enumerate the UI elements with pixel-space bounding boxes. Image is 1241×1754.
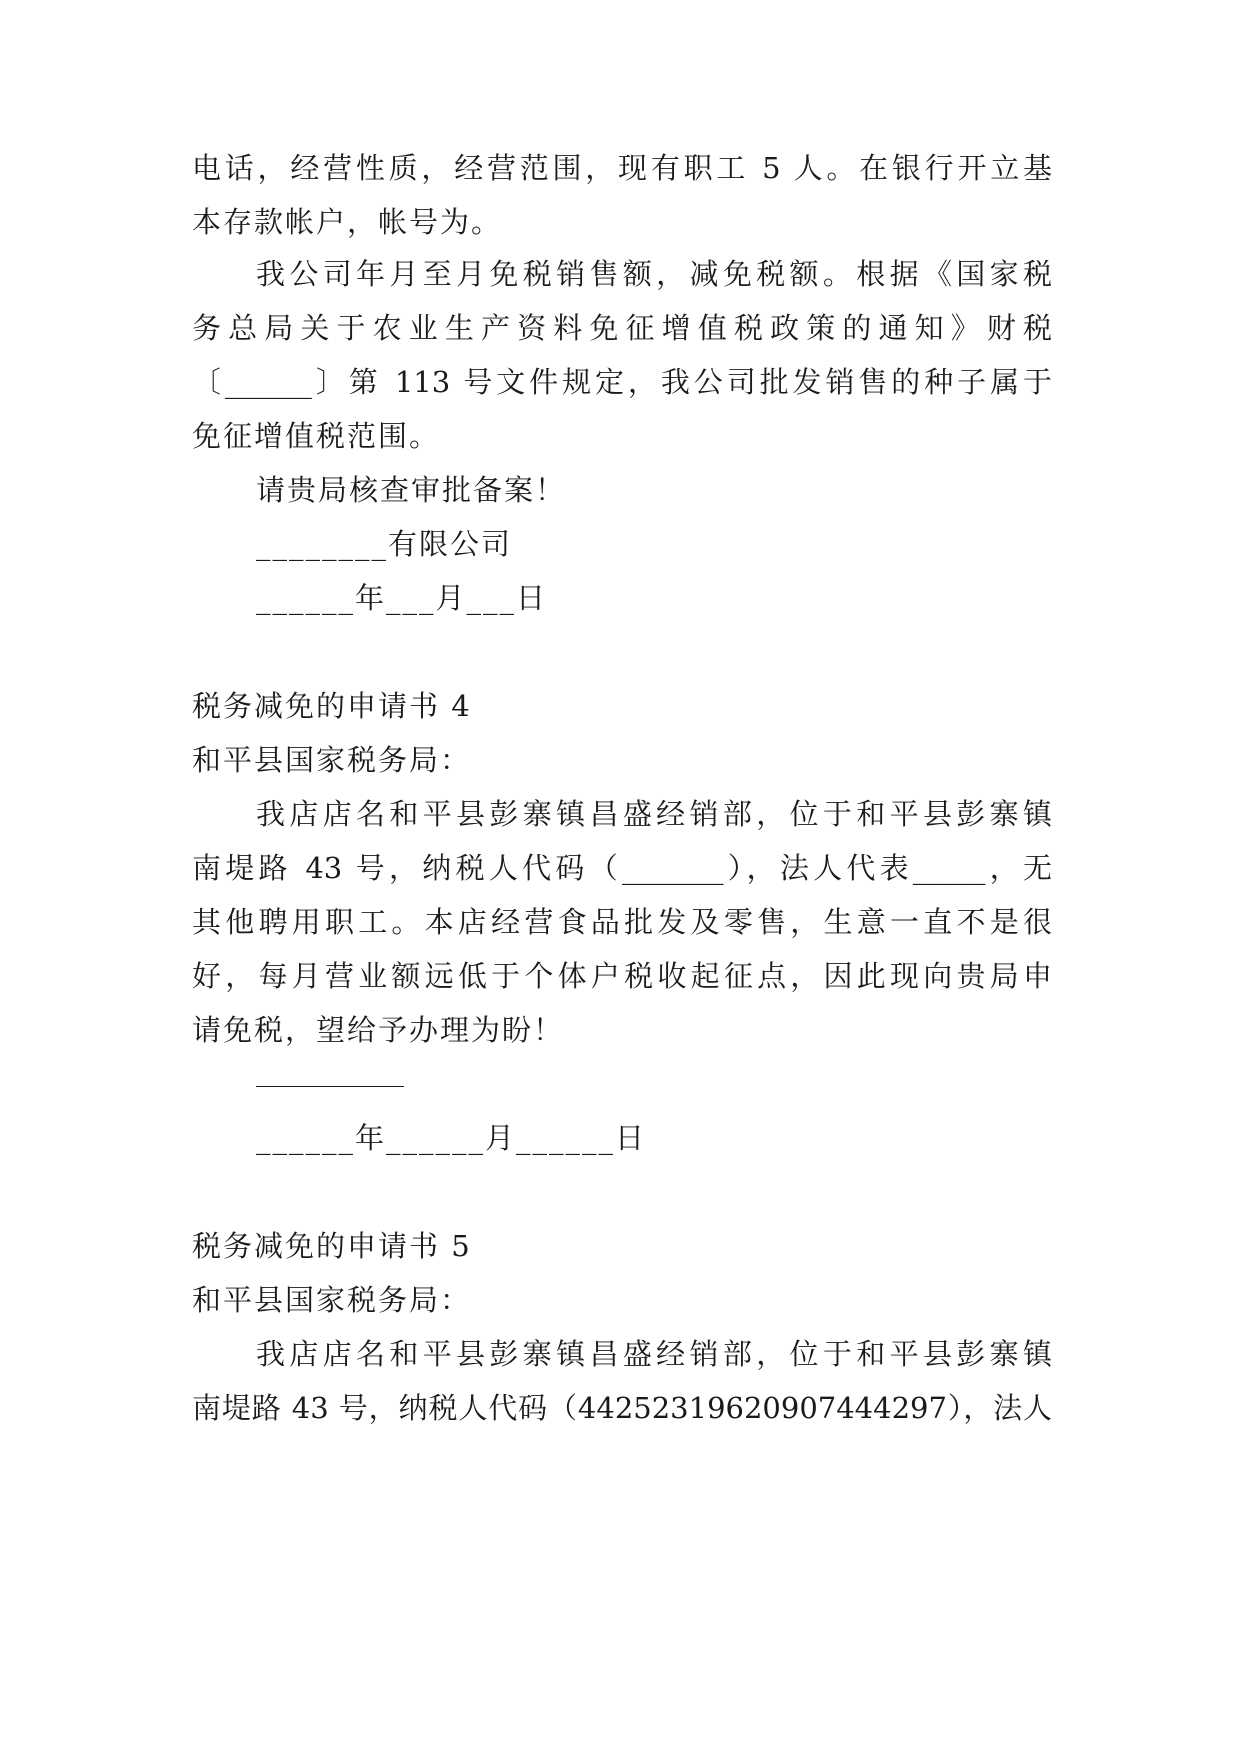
paragraph-line: 请免税，望给予办理为盼！ [192, 1013, 565, 1047]
date-line: ______年___月___日 [256, 581, 548, 615]
paragraph-line: 〔______〕第 113 号文件规定，我公司批发销售的种子属于 [192, 365, 1052, 399]
paragraph-line: 务总局关于农业生产资料免征增值税政策的通知》财税 [192, 311, 1052, 345]
paragraph-line: 我公司年月至月免税销售额，减免税额。根据《国家税 [256, 257, 1052, 291]
signature-blank [256, 1086, 404, 1087]
paragraph-line: 免征增值税范围。 [192, 419, 441, 453]
paragraph-line: 本存款帐户，帐号为。 [192, 205, 503, 239]
request-line: 请贵局核查审批备案！ [256, 473, 567, 507]
paragraph-line: 好，每月营业额远低于个体户税收起征点，因此现向贵局申 [192, 959, 1052, 993]
paragraph-line: 南堤路 43 号，纳税人代码（44252319620907444297），法人 [192, 1391, 1052, 1425]
date-line: ______年______月______日 [256, 1121, 647, 1155]
paragraph-line: 我店店名和平县彭寨镇昌盛经销部，位于和平县彭寨镇 [256, 797, 1052, 831]
paragraph-line: 南堤路 43 号，纳税人代码（_______），法人代表_____，无 [192, 851, 1052, 885]
company-signature: ________有限公司 [256, 527, 513, 561]
paragraph-line: 其他聘用职工。本店经营食品批发及零售，生意一直不是很 [192, 905, 1052, 939]
section-title: 税务减免的申请书 4 [192, 689, 472, 723]
section-title: 税务减免的申请书 5 [192, 1229, 472, 1263]
addressee: 和平县国家税务局： [192, 1283, 472, 1317]
addressee: 和平县国家税务局： [192, 743, 472, 777]
paragraph-line: 我店店名和平县彭寨镇昌盛经销部，位于和平县彭寨镇 [256, 1337, 1052, 1371]
paragraph-line: 电话，经营性质，经营范围，现有职工 5 人。在银行开立基 [192, 151, 1052, 185]
